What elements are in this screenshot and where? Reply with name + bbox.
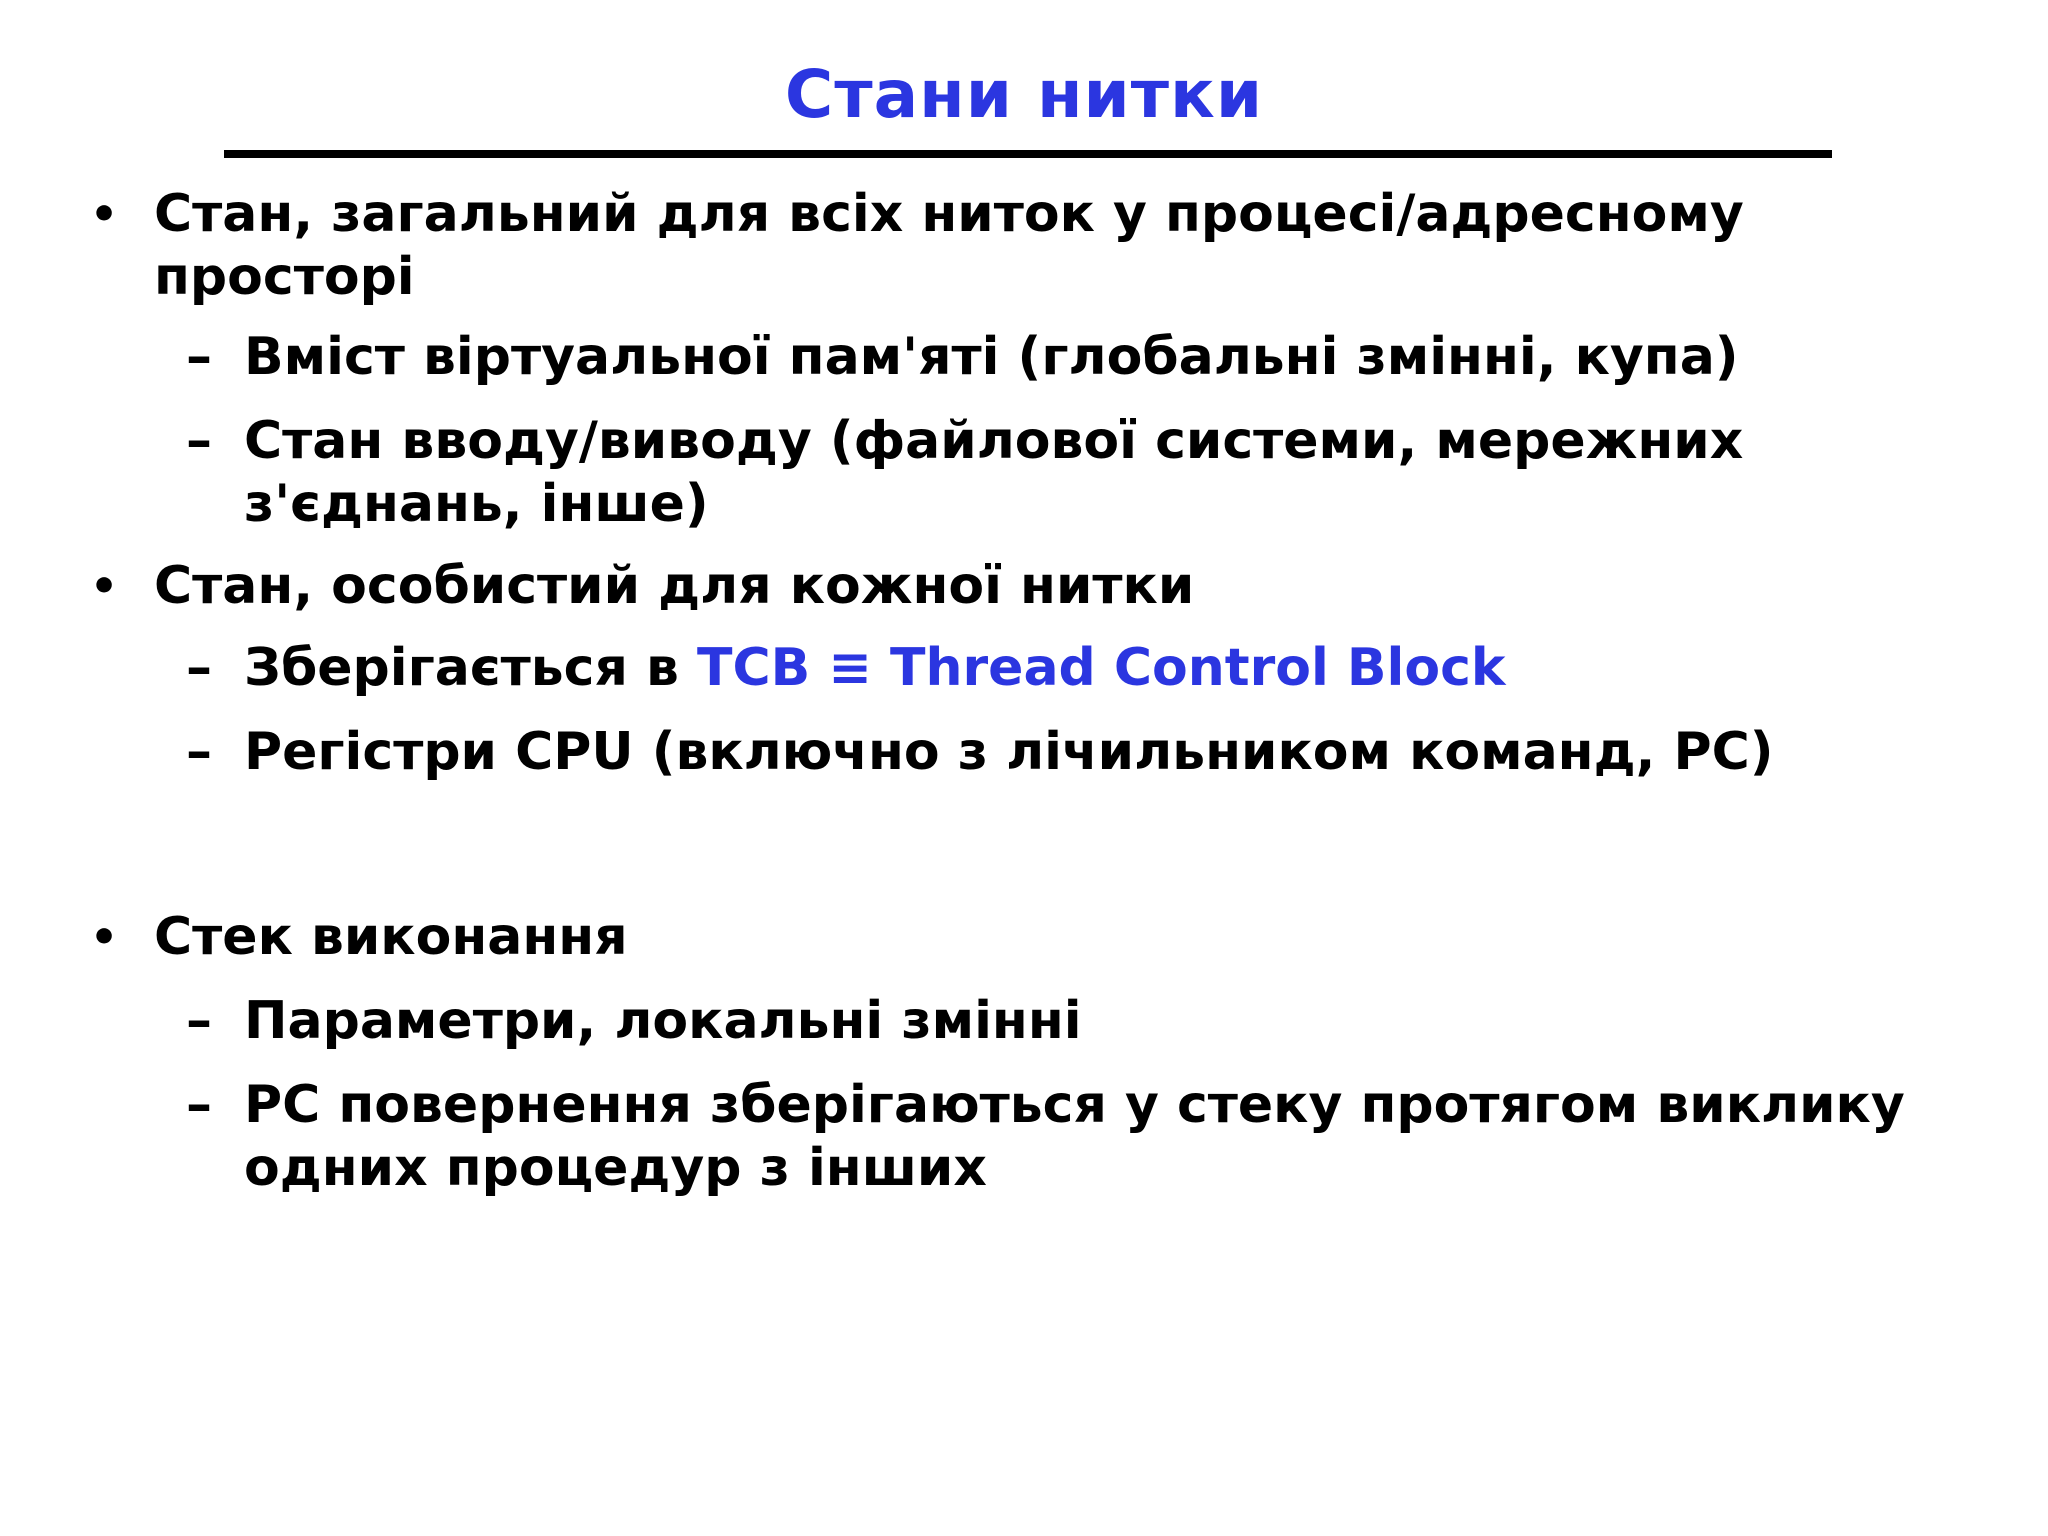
- sub-item-io-state: [186, 410, 1744, 536]
- sub-text-line: з'єднань, інше): [244, 474, 709, 534]
- bullet-marker: •: [90, 912, 119, 963]
- sub-text-line: Вміст віртуальної пам'яті (глобальні змінні, купа): [244, 327, 1739, 387]
- bullet-text-line: Стан, особистий для кожної нитки: [154, 556, 1195, 616]
- bullet-text-line: Стек виконання: [154, 907, 628, 967]
- bullet-marker: •: [90, 189, 119, 240]
- bullet-private-state: [90, 555, 1195, 618]
- bullet-marker: •: [90, 561, 119, 612]
- sub-text-line: одних процедур з інших: [244, 1138, 987, 1198]
- sub-text-line: Параметри, локальні змінні: [244, 991, 1082, 1051]
- sub-item-return-pc: [186, 1074, 1905, 1200]
- dash-marker: –: [186, 638, 212, 698]
- sub-text-prefix: Зберігається в: [244, 638, 697, 698]
- sub-text-line: PC повернення зберігаються у стеку протягом виклику: [244, 1075, 1905, 1135]
- slide-title: Стани нитки: [784, 56, 1264, 133]
- sub-item-virtual-memory: [186, 326, 1739, 389]
- tcb-highlight: TCB ≡ Thread Control Block: [697, 638, 1506, 698]
- bullet-shared-state: [90, 183, 1744, 309]
- dash-marker: –: [186, 722, 212, 782]
- title-divider: [224, 150, 1832, 158]
- dash-marker: –: [186, 411, 212, 471]
- sub-item-parameters: [186, 990, 1082, 1053]
- bullet-text-line: просторі: [154, 247, 415, 307]
- bullet-execution-stack: [90, 906, 628, 969]
- sub-text-line: Регістри CPU (включно з лічильником команд, PC): [244, 722, 1774, 782]
- sub-item-cpu-registers: [186, 721, 1774, 784]
- sub-item-tcb: [186, 637, 1506, 700]
- dash-marker: –: [186, 991, 212, 1051]
- bullet-text-line: Стан, загальний для всіх ниток у процесі/адресному: [154, 184, 1744, 244]
- dash-marker: –: [186, 327, 212, 387]
- dash-marker: –: [186, 1075, 212, 1135]
- sub-text-line: Стан вводу/виводу (файлової системи, мережних: [244, 411, 1744, 471]
